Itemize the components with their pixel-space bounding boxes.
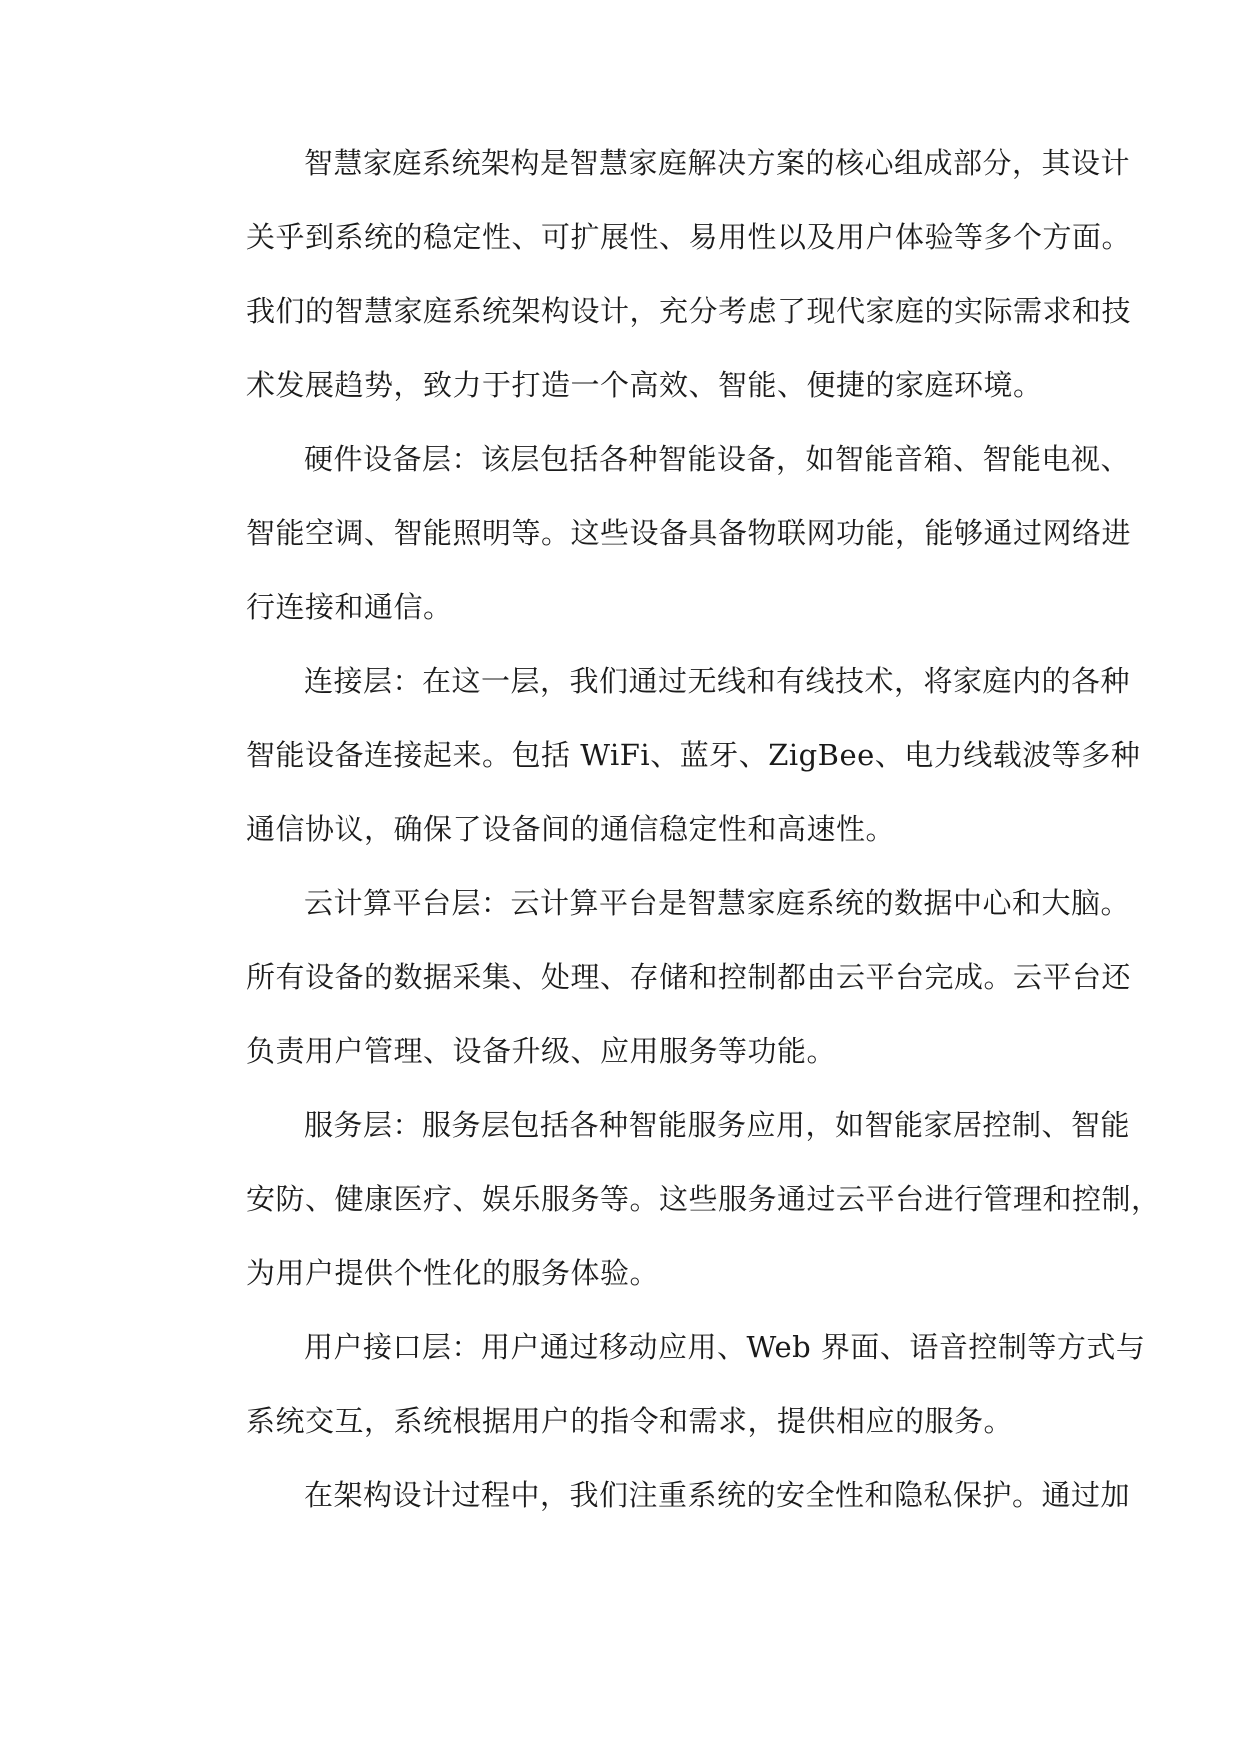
text-line: 服务层：服务层包括各种智能服务应用，如智能家居控制、智能 [304,1108,1131,1142]
text-line: 我们的智慧家庭系统架构设计，充分考虑了现代家庭的实际需求和技 [246,294,1132,328]
paragraph-user-interface-layer [188,1324,1146,1472]
text-line: 智慧家庭系统架构是智慧家庭解决方案的核心组成部分，其设计 [304,146,1131,180]
text-line: 智能设备连接起来。包括 WiFi、蓝牙、ZigBee、电力线载波等多种 [246,738,1141,772]
text-line: 硬件设备层：该层包括各种智能设备，如智能音箱、智能电视、 [304,442,1131,476]
paragraph-service-layer [188,1102,1161,1324]
paragraph-connection-layer [188,658,1141,880]
paragraph-security-privacy [188,1472,1131,1546]
text-line: 智能空调、智能照明等。这些设备具备物联网功能，能够通过网络进 [246,516,1132,550]
text-line: 术发展趋势，致力于打造一个高效、智能、便捷的家庭环境。 [246,368,1043,402]
text-line: 在架构设计过程中，我们注重系统的安全性和隐私保护。通过加 [304,1478,1131,1512]
text-line: 系统交互，系统根据用户的指令和需求，提供相应的服务。 [246,1404,1014,1438]
paragraph-cloud-platform-layer [188,880,1132,1102]
text-line: 行连接和通信。 [246,590,453,624]
text-line: 为用户提供个性化的服务体验。 [246,1256,660,1290]
text-line: 连接层：在这一层，我们通过无线和有线技术，将家庭内的各种 [304,664,1131,698]
text-line: 云计算平台层：云计算平台是智慧家庭系统的数据中心和大脑。 [304,886,1131,920]
text-line: 所有设备的数据采集、处理、存储和控制都由云平台完成。云平台还 [246,960,1132,994]
paragraph-hardware-layer [188,436,1132,658]
paragraph-architecture-intro [188,140,1132,436]
text-line: 通信协议，确保了设备间的通信稳定性和高速性。 [246,812,896,846]
text-line: 用户接口层：用户通过移动应用、Web 界面、语音控制等方式与 [304,1330,1146,1364]
text-line: 负责用户管理、设备升级、应用服务等功能。 [246,1034,837,1068]
document-body [188,140,1161,1546]
text-line: 安防、健康医疗、娱乐服务等。这些服务通过云平台进行管理和控制， [246,1182,1161,1216]
text-line: 关乎到系统的稳定性、可扩展性、易用性以及用户体验等多个方面。 [246,220,1132,254]
